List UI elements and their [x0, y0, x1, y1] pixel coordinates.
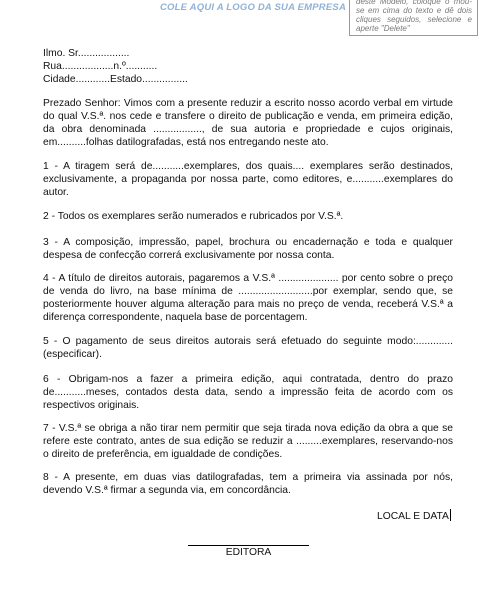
signature-label: EDITORA — [225, 547, 272, 558]
clause-8-paragraph: 8 - A presente, em duas vias datilografadas, tem a primeira via assinada por nós, devendo V.S.ª firmar a segunda via, em concordância. — [43, 472, 453, 496]
clause-2-paragraph: 2 - Todos os exemplares serão numerados e rubricados por V.S.ª. — [43, 211, 344, 222]
clause-3-paragraph: 3 - A composição, impressão, papel, brochura ou encadernação e toda e qualquer despesa de confecção correrá exclusivamente por nossa conta. — [43, 237, 453, 261]
clause-6-paragraph: 6 - Obrigam-nos a fazer a primeira edição, aqui contratada, dentro do prazo de...........meses, contados desta data, sendo a impressão feita de acordo com os respectivos originais. — [43, 374, 453, 411]
text-cursor — [450, 509, 451, 521]
local-and-date-line — [377, 509, 451, 522]
clause-4-paragraph: 4 - A título de direitos autorais, pagaremos a V.S.ª ..................... por cento sobre o preço de venda do livro, na base mínima de ..........................por exemplar, sendo que, se posteriormente houver alguma alteração para mais no preço de venda, receberá V.S.ª a diferença correspondente, naquela base de porcentagem. — [43, 273, 453, 323]
clause-7-paragraph: 7 - V.S.ª se obriga a não tirar nem permitir que seja tirada nova edição da obra a que se refere este contrato, antes de sua edição se reduzir a .........exemplares, reservando-nos o direito de preferência, em igualdade de condições. — [43, 423, 453, 460]
intro-paragraph: Prezado Senhor: Vimos com a presente reduzir a escrito nosso acordo verbal em virtude do qual V.S.ª. nos cede e transfere o direito de publicação e venda, em primeira edição, da obra denominada ................., de sua autoria e propriedade e cujos originais, em..........folhas datilografadas, está nos entregando neste ato. — [43, 98, 453, 148]
instruction-note-box: deste Modelo, coloque o mou-se em cima do texto e dê dois cliques seguidos, selecione e aperte "Delete" — [349, 0, 478, 36]
recipient-name-line: Ilmo. Sr.................. — [43, 48, 130, 59]
recipient-street-line: Rua..................n.º........... — [43, 61, 158, 72]
clause-1-paragraph: 1 - A tiragem será de...........exemplares, dos quais.... exemplares serão destinados, exclusivamente, a propaganda por nossa parte, como editores, e...........exemplares do autor. — [43, 161, 453, 198]
logo-placeholder: COLE AQUI A LOGO DA SUA EMPRESA — [160, 2, 347, 13]
recipient-city-line: Cidade............Estado................ — [43, 74, 188, 85]
signature-line — [188, 545, 309, 546]
clause-5-paragraph: 5 - O pagamento de seus direitos autorais será efetuado do seguinte modo:.............(especificar). — [43, 336, 453, 360]
local-and-date-text: LOCAL E DATA — [377, 511, 449, 522]
